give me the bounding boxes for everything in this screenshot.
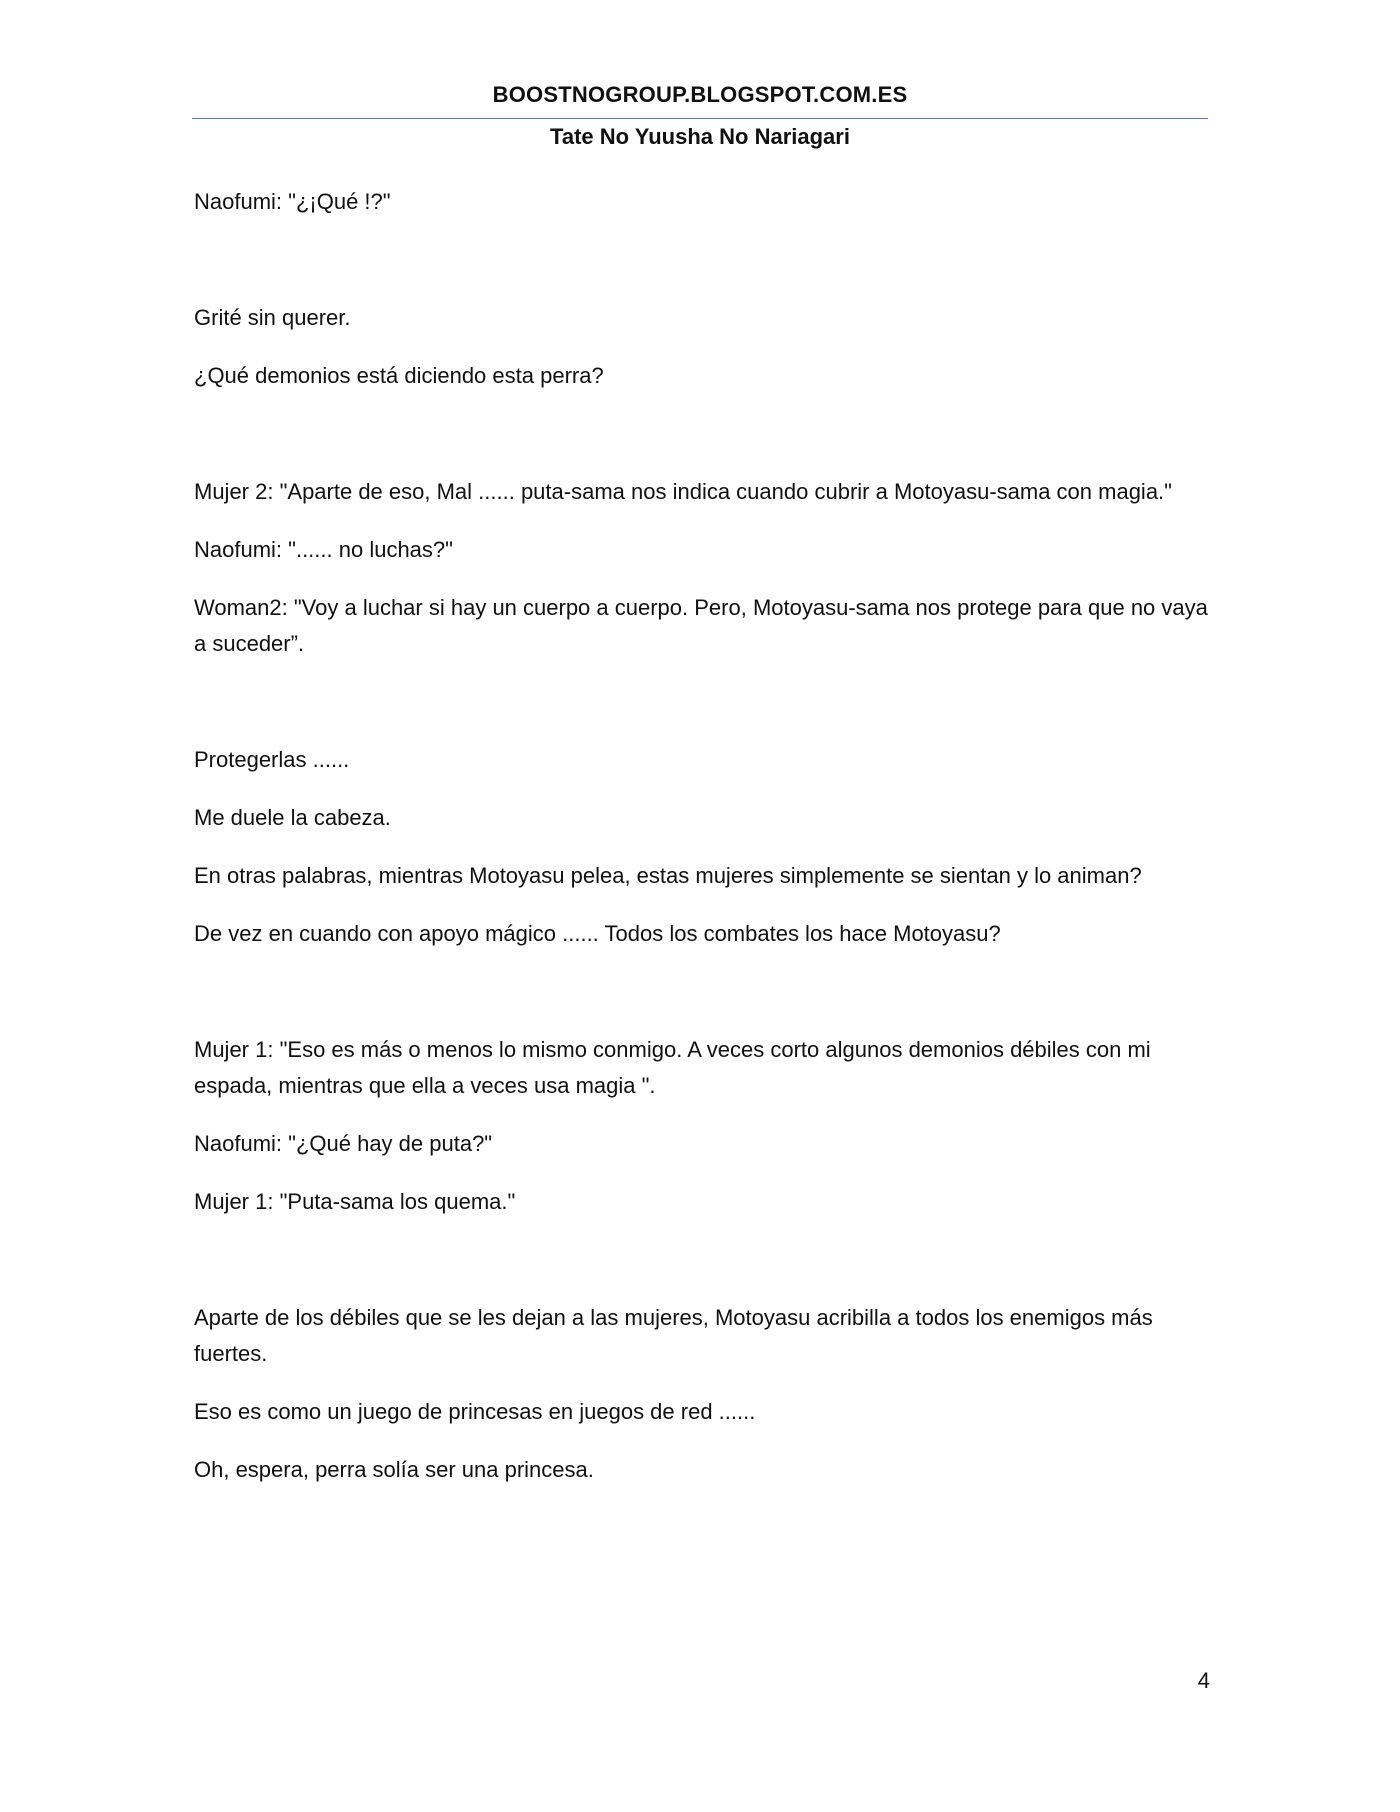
paragraph: Mujer 1: "Eso es más o menos lo mismo conmigo. A veces corto algunos demonios débiles con mi espada, mientras que ella a veces usa magia ". [194,1037,1151,1098]
paragraph: Mujer 2: "Aparte de eso, Mal ...... puta-sama nos indica cuando cubrir a Motoyasu-sama con magia." [194,479,1172,504]
paragraph: Me duele la cabeza. [194,805,391,830]
header-divider [192,118,1208,119]
header-site: BOOSTNOGROUP.BLOGSPOT.COM.ES [492,82,908,107]
paragraph: En otras palabras, mientras Motoyasu pelea, estas mujeres simplemente se sientan y lo animan? [194,863,1142,888]
page-number: 4 [1197,1668,1210,1693]
paragraph: Oh, espera, perra solía ser una princesa. [194,1457,594,1482]
paragraph: Protegerlas ...... [194,747,350,772]
body-text [194,184,1210,1510]
paragraph: Aparte de los débiles que se les dejan a las mujeres, Motoyasu acribilla a todos los enemigos más fuertes. [194,1305,1153,1366]
paragraph: Naofumi: "¿¡Qué !?" [194,189,391,214]
paragraph: Naofumi: "¿Qué hay de puta?" [194,1131,493,1156]
paragraph: Woman2: "Voy a luchar si hay un cuerpo a cuerpo. Pero, Motoyasu-sama nos protege para que no vaya a suceder”. [194,595,1208,656]
paragraph: Mujer 1: "Puta-sama los quema." [194,1189,516,1214]
paragraph: ¿Qué demonios está diciendo esta perra? [194,363,604,388]
paragraph: Naofumi: "...... no luchas?" [194,537,453,562]
paragraph: Eso es como un juego de princesas en juegos de red ...... [194,1399,756,1424]
header-title: Tate No Yuusha No Nariagari [550,124,850,149]
paragraph: Grité sin querer. [194,305,351,330]
paragraph: De vez en cuando con apoyo mágico ...... Todos los combates los hace Motoyasu? [194,921,1001,946]
